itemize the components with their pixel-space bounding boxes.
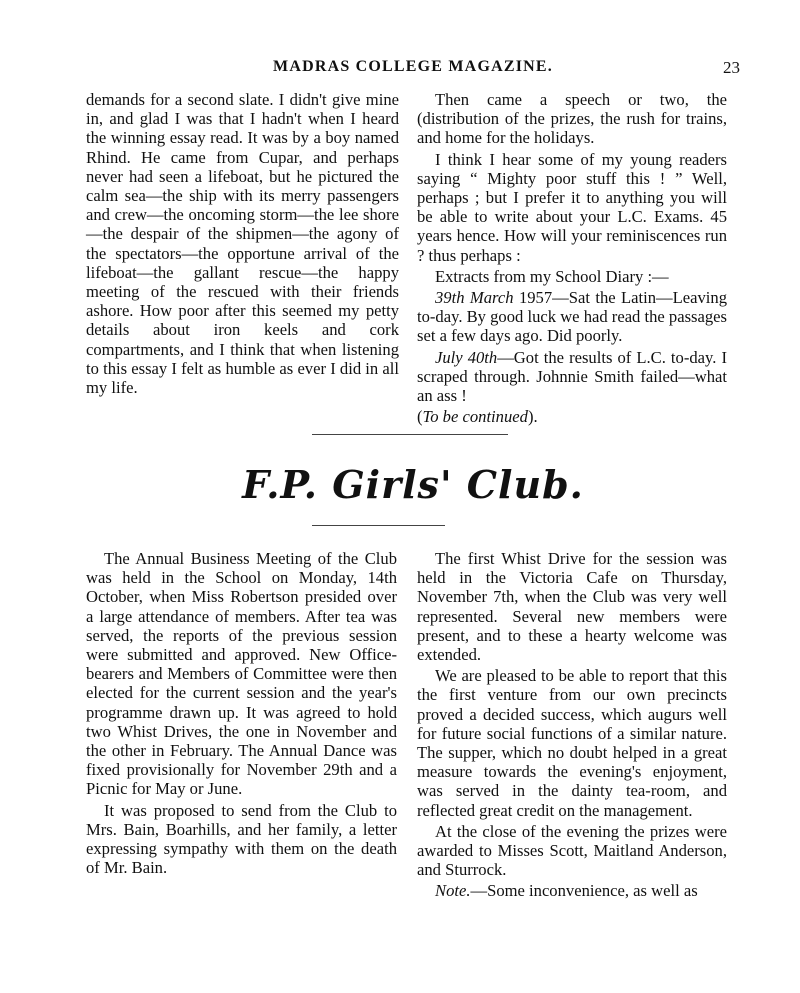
continued-note: (To be continued).	[417, 407, 538, 427]
diary-entry	[417, 348, 727, 406]
paragraph: demands for a second slate. I didn't give mine in, and glad I was that I hadn't when I heard the winning essay read. It was by a boy named Rhind. He came from Cupar, and perhaps never had seen a lifeboat, but he pictured the calm sea—the ship with its merry passengers and crew—the oncoming storm—the lee shore—the despair of the shipmen—the agony of the spectators—the opportune arrival of the lifeboat—the gallant rescue—the happy meeting of the rescued with their friends ashore. How poor after this seemed my petty details about iron keels and cork compartments, and I think that when listening to this essay I felt as humble as ever I did in all my life.	[86, 90, 399, 398]
paragraph: We are pleased to be able to report that this the first venture from our own precincts proved a decided success, which augurs well for future social functions of a similar nature. The supper, which no doubt helped in a great measure towards the evening's enjoyment, was served in the dainty tea-room, and reflected great credit on the management.	[417, 666, 727, 820]
section-title: F.P. Girls' Club.	[242, 462, 584, 507]
magazine-title: MADRAS COLLEGE MAGAZINE.	[273, 58, 553, 75]
paragraph: The Annual Business Meeting of the Club was held in the School on Monday, 14th October, when Miss Robertson presided over a large attendance of members. After tea was served, the reports of the previous session were submitted and approved. New Office-bearers and Members of Committee were then elected for the current session and the year's programme drawn up. It was agreed to hold two Whist Drives, the one in November and the other in February. The Annual Dance was fixed provisionally for November 29th and a Picnic for May or June.	[86, 549, 397, 799]
diary-date: 39th March	[435, 288, 514, 308]
right-column-top	[417, 90, 727, 426]
diary-entry	[417, 288, 727, 346]
page-header	[86, 56, 740, 82]
note-paragraph	[417, 881, 727, 900]
divider-rule	[312, 525, 445, 526]
diary-text: 1957—Sat the Latin—Leaving to-day. By good luck we had read the passages set a few days ago. Did poorly.	[417, 288, 727, 346]
paragraph: It was proposed to send from the Club to Mrs. Bain, Boarhills, and her family, a letter expressing sympathy with them on the death of Mr. Bain.	[86, 800, 397, 878]
right-column-bottom	[417, 549, 727, 901]
page-number: 23	[723, 58, 740, 77]
paragraph: At the close of the evening the prizes were awarded to Misses Scott, Maitland Anderson, and Sturrock.	[417, 821, 727, 880]
paragraph: Then came a speech or two, the (distribution of the prizes, the rush for trains, and home for the holidays.	[417, 90, 727, 148]
diary-date: July 40th	[435, 347, 498, 367]
left-column-bottom	[86, 549, 397, 877]
left-column-top	[86, 90, 399, 397]
divider-rule	[312, 434, 508, 435]
paragraph: The first Whist Drive for the session was held in the Victoria Cafe on Thursday, November 7th, when the Club was very well represented. Several new members were present, and to these a hearty welcome was extended.	[417, 549, 727, 665]
diary-text: —Got the results of L.C. to-day. I scraped through. Johnnie Smith failed—what an ass !	[417, 347, 727, 406]
note-label: Note.	[435, 881, 471, 901]
paragraph: I think I hear some of my young readers saying “ Mighty poor stuff this ! ” Well, perhaps ; but I prefer it to anything you will be able to write about your L.C. Exams. 45 years hence. How will your reminiscences run ? thus perhaps :	[417, 149, 727, 265]
note-text: —Some inconvenience, as well as	[470, 881, 698, 901]
paragraph: Extracts from my School Diary :—	[435, 266, 669, 286]
